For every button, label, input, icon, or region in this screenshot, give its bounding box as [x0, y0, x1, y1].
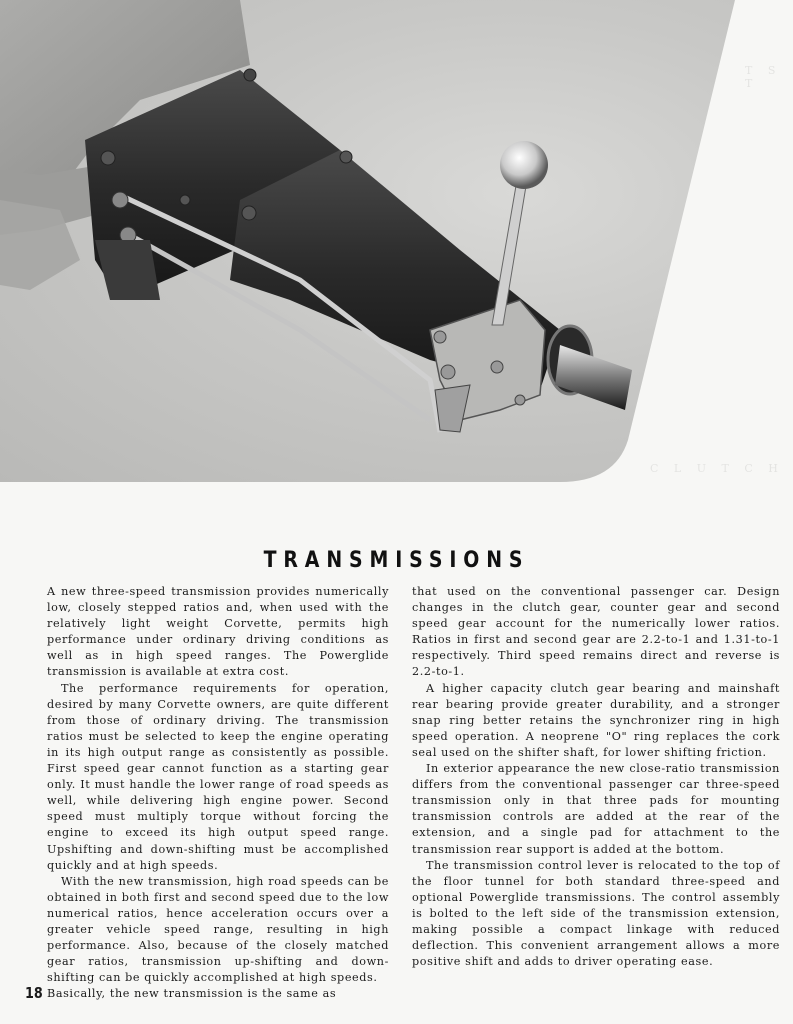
ghost-heading-upper-right: T S T	[745, 64, 782, 90]
page-number: 18	[25, 984, 43, 1002]
transmission-illustration	[0, 0, 735, 482]
ghost-heading-lower-right: C L U T C H	[650, 462, 784, 475]
paragraph: that used on the conventional passenger car. Design changes in the clutch gear, counter gear and second speed gear account for the numerically lower ratios. Ratios in first and second gear are 2.2-to-1 and 1.31-to-1 respectively. Third speed remains direct and reverse is 2.2-to-1.	[412, 585, 780, 679]
paragraph: Basically, the new transmission is the same as	[47, 987, 337, 1001]
page-title: TRANSMISSIONS	[263, 548, 530, 573]
text-column-left	[47, 584, 389, 1002]
paragraph: The performance requirements for operation, desired by many Corvette owners, are quite different from those of ordinary driving. The transmission ratios must be selected to keep the engine operating in its high output range as consistently as possible. First speed gear cannot function as a starting gear only. It must handle the lower range of road speeds as well, while delivering high engine power. Second speed must multiply torque without forcing the engine to exceed its high output speed range. Upshifting and down-shifting must be accomplished quickly and at high speeds.	[47, 681, 389, 872]
paragraph: With the new transmission, high road speeds can be obtained in both first and second speed due to the low numerical ratios, hence acceleration occurs over a greater vehicle speed range, resulting in high performance. Also, because of the closely matched gear ratios, transmission up-shifting and down-shifting can be quickly accomplished at high speeds.	[47, 874, 389, 985]
transmission-photo	[0, 0, 735, 482]
paragraph: A new three-speed transmission provides numerically low, closely stepped ratios and, when used with the relatively light weight Corvette, permits high performance under ordinary driving conditions as well as in high speed ranges. The Powerglide transmission is available at extra cost.	[47, 585, 389, 679]
paragraph: A higher capacity clutch gear bearing and mainshaft rear bearing provide greater durability, and a stronger snap ring better retains the synchronizer ring in high speed operation. A neoprene "O" ring replaces the cork seal used on the shifter shaft, for lower shifting friction.	[412, 681, 780, 759]
text-column-right	[412, 584, 780, 970]
paragraph: In exterior appearance the new close-ratio transmission differs from the conventional passenger car three-speed transmission only in that three pads for mounting transmission controls are added at the rear of the extension, and a single pad for attachment to the transmission rear support is added at the bottom.	[412, 762, 780, 856]
paragraph: The transmission control lever is relocated to the top of the floor tunnel for both standard three-speed and optional Powerglide transmissions. The control assembly is bolted to the left side of the transmission extension, making possible a compact linkage with reduced deflection. This convenient arrangement allows a more positive shift and adds to driver operating ease.	[412, 858, 780, 969]
